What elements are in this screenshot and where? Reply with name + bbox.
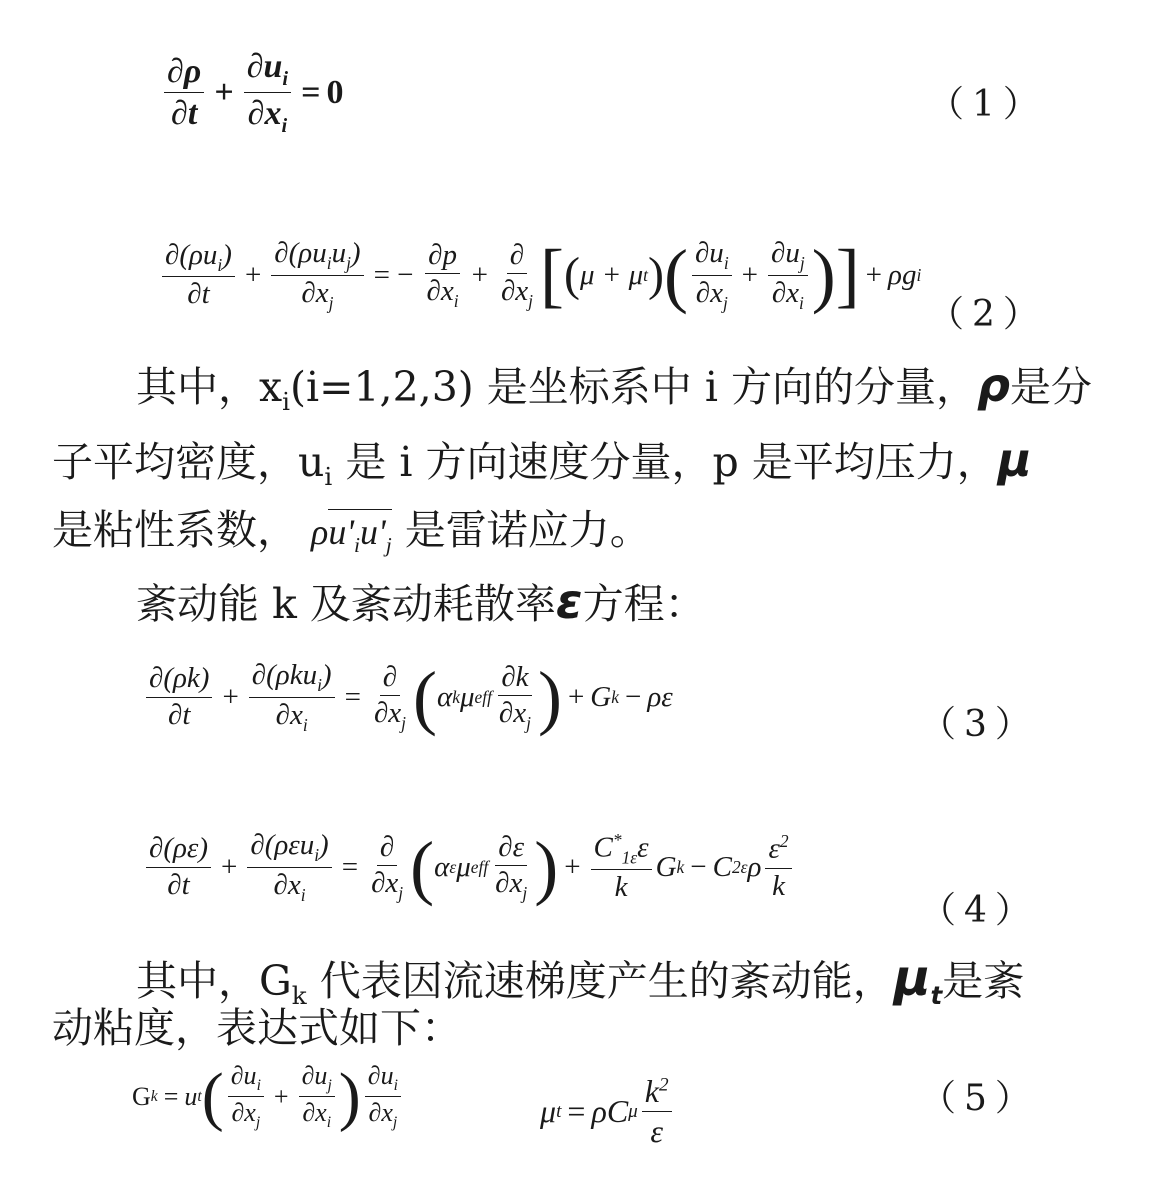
equation-5-mut: μ t = ρC μ $\frac{k^2}{\varepsilon}$ (540, 1074, 676, 1149)
paragraph-1-line-1: 其中，$x_i(i=1,2,3)$ 是坐标系中 i 方向的分量，ρ是分 (136, 358, 1092, 417)
reynolds-stress-term: $\rho u'_iu'_j$ (311, 509, 392, 552)
equation-4: $\frac{\partial(\rho\varepsilon)}{\partial t}$ + $\frac{\partial(\rho\varepsilon u_i)}{\partial x_i}$ = $\frac{\partial}{\partial x_j}$ ( α ε μ eff $\frac{\partial\varepsilon}{\partial x_j}$ ) + $\frac{C^*_{1\varepsilon}\varepsilon}{k}$ G k − C 2ε ρ $\frac{\varepsilon^2}{k}$ (142, 830, 796, 905)
paragraph-3-line-1: 其中，$G_k$ 代表因流速梯度产生的紊动能，$\mu_t$是紊 (136, 949, 1025, 1011)
equation-2-number: （2） (928, 294, 1047, 335)
equation-3-number: （3） (920, 704, 1039, 745)
paragraph-1-line-3: 是粘性系数， $\rho u'_iu'_j$ 是雷诺应力。 (52, 506, 651, 558)
equation-5-gk: G k = u t ( $\frac{\partial u_i}{\partial x_j}$ + $\frac{\partial u_j}{\partial x_i}$ ) $\frac{\partial u_i}{\partial x_j}$ (132, 1062, 405, 1132)
equation-3: $\frac{\partial(\rho k)}{\partial t}$ + $\frac{\partial(\rho ku_i)}{\partial x_i}$ = $\frac{\partial}{\partial x_j}$ ( α k μ eff $\frac{\partial k}{\partial x_j}$ ) + G k − ρε (142, 660, 673, 735)
equation-1-number: （1） (928, 84, 1047, 125)
equation-5-number: （5） (920, 1078, 1039, 1119)
paragraph-3-line-2: 动粘度，表达式如下： (52, 1004, 462, 1052)
equation-2: $\frac{\partial(\rho u_i)}{\partial t}$ + $\frac{\partial(\rho u_iu_j)}{\partial x_j}$ = − $\frac{\partial p}{\partial x_i}$ + $\frac{\partial}{\partial x_j}$ [ ( μ + μ t ) ( $\frac{\partial u_i}{\partial x_j}$ + $\frac{\partial u_j}{\partial x_i}$ ) ] + ρg i (158, 238, 921, 313)
paragraph-2: 紊动能 k 及紊动耗散率ε方程： (136, 574, 706, 630)
equation-4-number: （4） (920, 890, 1039, 931)
equation-1: $\frac{\partial\rho}{\partial t}$ + $\frac{\partial u_i}{\partial x_i}$ = 0 (160, 48, 343, 137)
paragraph-1-line-2: 子平均密度，$u_i$ 是 i 方向速度分量，p 是平均压力，μ (52, 433, 1032, 492)
